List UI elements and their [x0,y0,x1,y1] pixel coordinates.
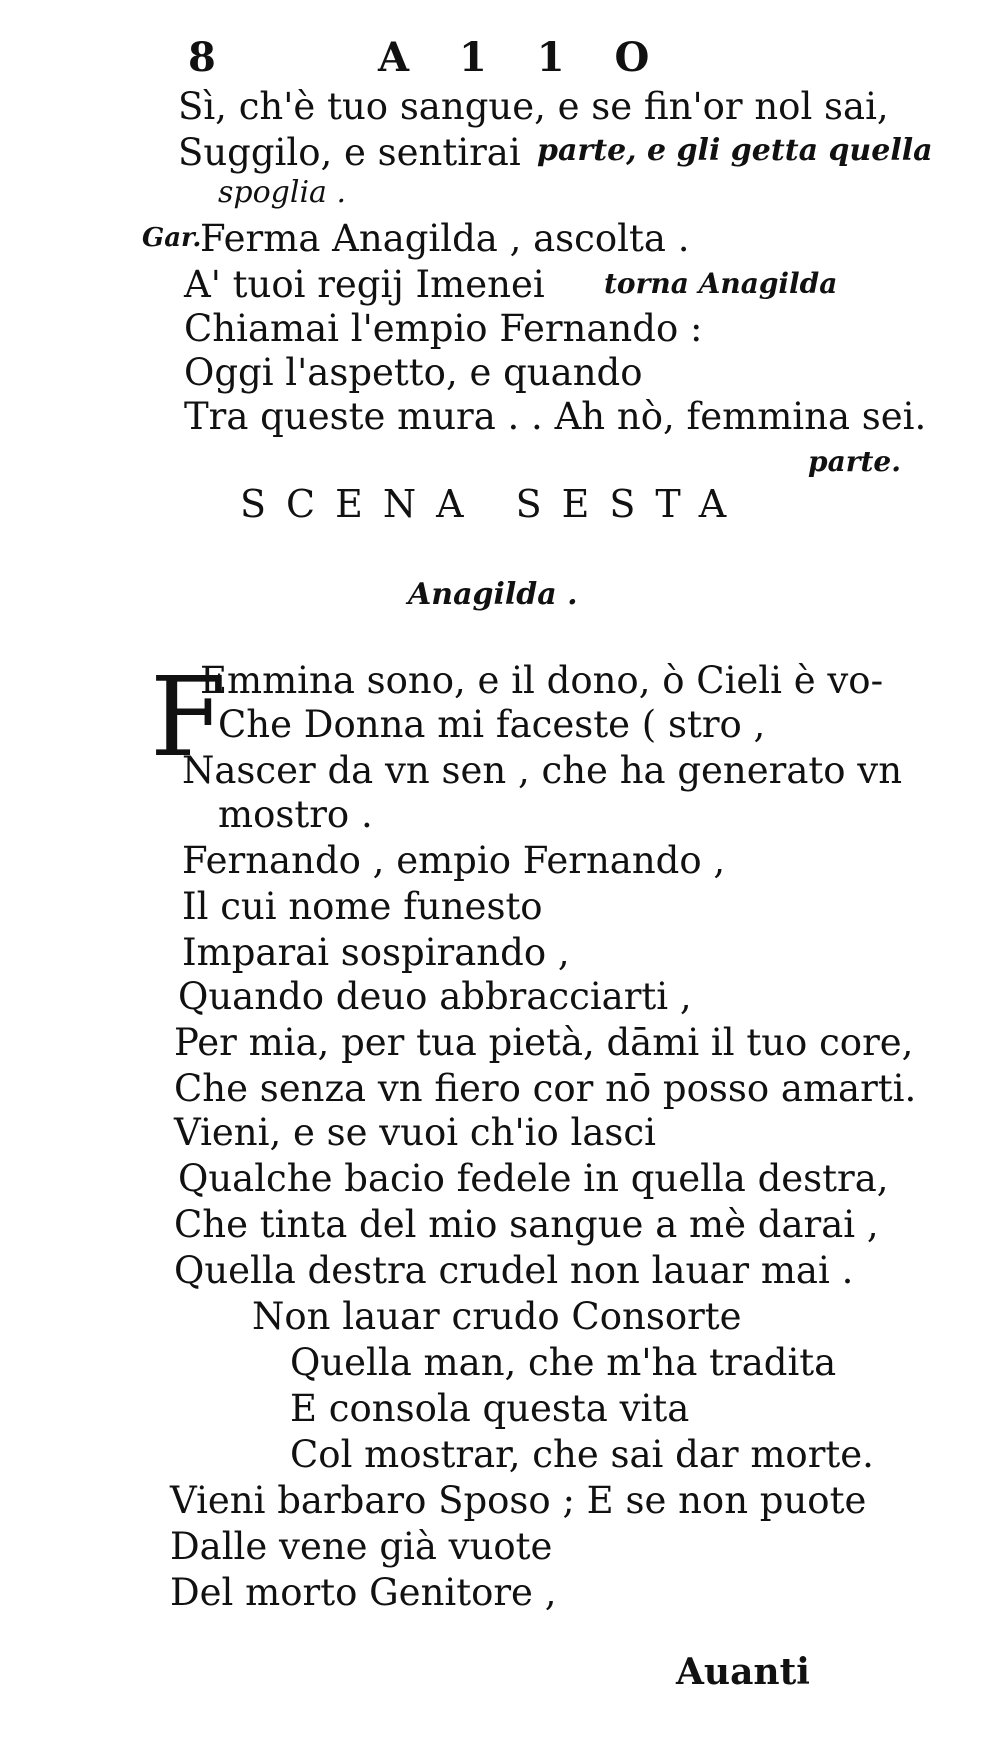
stage-direction: parte. [808,445,901,478]
verse-line: E consola questa vita [290,1387,690,1430]
verse-line: Chiamai l'empio Fernando : [184,307,703,350]
verse-line: Qualche bacio fedele in quella destra, [178,1157,889,1200]
verse-line: Fernando , empio Fernando , [182,839,726,882]
verse-line: Ferma Anagilda , ascolta . [200,217,690,260]
verse-line: Il cui nome funesto [182,885,543,928]
verse-line: Quando deuo abbracciarti , [178,975,692,1018]
drop-cap: F [150,653,227,781]
verse-line: Quella man, che m'ha tradita [290,1341,837,1384]
verse-line: Non lauar crudo Consorte [252,1295,742,1338]
page-title: A 1 1 O [378,34,668,81]
verse-line: Sì, ch'è tuo sangue, e se fin'or nol sai, [178,85,889,128]
verse-line: Nascer da vn sen , che ha generato vn [182,749,903,792]
verse-line: A' tuoi regij Imenei [184,263,545,306]
verse-line: Tra queste mura . . Ah nò, femmina sei. [184,395,927,438]
verse-line: Oggi l'aspetto, e quando [184,351,643,394]
stage-direction: torna Anagilda [604,267,838,300]
verse-line: Quella destra crudel non lauar mai . [174,1249,854,1292]
verse-line: Emmina sono, e il dono, ò Cieli è vo- [200,659,884,702]
verse-line: Che senza vn fiero cor nō posso amarti. [174,1067,917,1110]
stage-direction: parte, e gli getta quella [537,133,933,168]
scene-character: Anagilda . [408,577,578,612]
verse-line: Vieni barbaro Sposo ; E se non puote [170,1479,867,1522]
verse-line: Suggilo, e sentirai [178,131,521,174]
speaker-label: Gar. [142,223,202,253]
verse-line: Vieni, e se vuoi ch'io lasci [174,1111,656,1154]
verse-line: Per mia, per tua pietà, dāmi il tuo core, [174,1021,914,1064]
page-number: 8 [188,34,218,81]
verse-line: Che tinta del mio sangue a mè darai , [174,1203,879,1246]
catchword: Auanti [676,1651,810,1693]
stage-direction: spoglia . [218,175,347,210]
verse-line: Imparai sospirando , [182,931,570,974]
verse-line: mostro . [218,793,373,836]
verse-line: Del morto Genitore , [170,1571,557,1614]
verse-line: Che Donna mi faceste ( stro , [218,703,766,746]
verse-line: Col mostrar, che sai dar morte. [290,1433,874,1476]
scene-title: SCENA SESTA [240,482,747,526]
verse-line: Dalle vene già vuote [170,1525,553,1568]
